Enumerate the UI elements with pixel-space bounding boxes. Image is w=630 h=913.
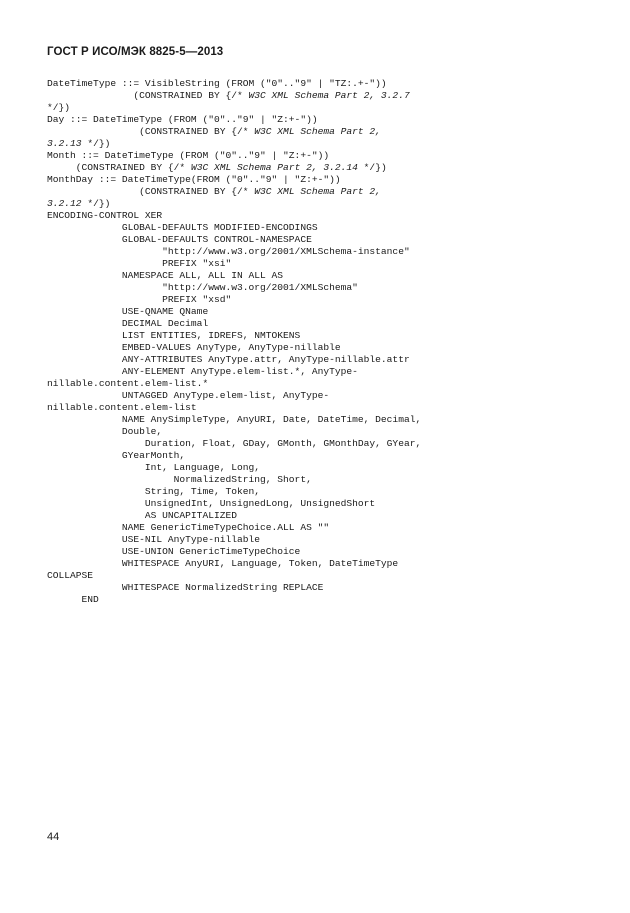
code-line: ENCODING-CONTROL XER bbox=[47, 210, 163, 221]
code-line: (CONSTRAINED BY {/* W3C XML Schema Part 2, 3.2.14 */}) bbox=[47, 162, 387, 173]
code-line: PREFIX "xsd" bbox=[47, 294, 232, 305]
code-line: USE-UNION GenericTimeTypeChoice bbox=[47, 546, 301, 557]
code-line: (CONSTRAINED BY {/* W3C XML Schema Part 2, bbox=[47, 186, 381, 197]
code-line: (CONSTRAINED BY {/* W3C XML Schema Part 2, 3.2.7 bbox=[47, 90, 410, 101]
code-line: GLOBAL-DEFAULTS CONTROL-NAMESPACE bbox=[47, 234, 312, 245]
code-line: NAME AnySimpleType, AnyURI, Date, DateTime, Decimal, bbox=[47, 414, 422, 425]
code-line: Double, bbox=[47, 426, 163, 437]
code-line: DateTimeType ::= VisibleString (FROM ("0".."9" | "TZ:.+-")) bbox=[47, 78, 387, 89]
code-line: COLLAPSE bbox=[47, 570, 94, 581]
code-line: Duration, Float, GDay, GMonth, GMonthDay, GYear, bbox=[47, 438, 422, 449]
code-line: AS UNCAPITALIZED bbox=[47, 510, 237, 521]
code-line: PREFIX "xsi" bbox=[47, 258, 232, 269]
code-line: NAME GenericTimeTypeChoice.ALL AS "" bbox=[47, 522, 330, 533]
code-line: LIST ENTITIES, IDREFS, NMTOKENS bbox=[47, 330, 301, 341]
code-line: UNTAGGED AnyType.elem-list, AnyType- bbox=[47, 390, 330, 401]
code-line: (CONSTRAINED BY {/* W3C XML Schema Part 2, bbox=[47, 126, 381, 137]
code-line: Int, Language, Long, bbox=[47, 462, 261, 473]
code-line: USE-NIL AnyType-nillable bbox=[47, 534, 261, 545]
code-line: WHITESPACE AnyURI, Language, Token, DateTimeType bbox=[47, 558, 399, 569]
code-line: 3.2.13 */}) bbox=[47, 138, 111, 149]
code-line: ANY-ELEMENT AnyType.elem-list.*, AnyType- bbox=[47, 366, 358, 377]
code-line: ANY-ATTRIBUTES AnyType.attr, AnyType-nillable.attr bbox=[47, 354, 410, 365]
code-line: Day ::= DateTimeType (FROM ("0".."9" | "Z:+-")) bbox=[47, 114, 318, 125]
code-line: WHITESPACE NormalizedString REPLACE bbox=[47, 582, 324, 593]
code-line: END bbox=[47, 594, 99, 605]
code-line: DECIMAL Decimal bbox=[47, 318, 209, 329]
code-line: String, Time, Token, bbox=[47, 486, 261, 497]
document-header: ГОСТ Р ИСО/МЭК 8825-5—2013 bbox=[47, 46, 224, 58]
code-line: UnsignedInt, UnsignedLong, UnsignedShort bbox=[47, 498, 376, 509]
asn1-code-block bbox=[47, 78, 607, 606]
code-line: GYearMonth, bbox=[47, 450, 186, 461]
code-line: */}) bbox=[47, 102, 71, 113]
code-line: GLOBAL-DEFAULTS MODIFIED-ENCODINGS bbox=[47, 222, 318, 233]
code-line: 3.2.12 */}) bbox=[47, 198, 111, 209]
code-line: nillable.content.elem-list bbox=[47, 402, 197, 413]
code-line: "http://www.w3.org/2001/XMLSchema-instance" bbox=[47, 246, 410, 257]
code-line: NAMESPACE ALL, ALL IN ALL AS bbox=[47, 270, 284, 281]
code-line: USE-QNAME QName bbox=[47, 306, 209, 317]
code-line: nillable.content.elem-list.* bbox=[47, 378, 209, 389]
page-number: 44 bbox=[47, 831, 60, 843]
code-line: Month ::= DateTimeType (FROM ("0".."9" | "Z:+-")) bbox=[47, 150, 330, 161]
code-line: NormalizedString, Short, bbox=[47, 474, 312, 485]
code-line: MonthDay ::= DateTimeType(FROM ("0".."9" | "Z:+-")) bbox=[47, 174, 341, 185]
code-line: "http://www.w3.org/2001/XMLSchema" bbox=[47, 282, 358, 293]
code-line: EMBED-VALUES AnyType, AnyType-nillable bbox=[47, 342, 341, 353]
